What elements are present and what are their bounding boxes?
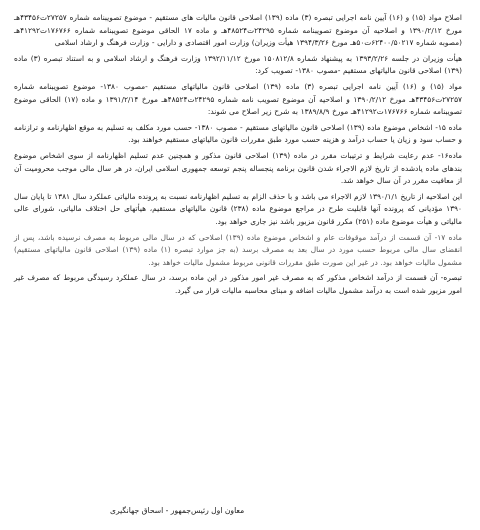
article-15-paragraph: ماده ۱۵- اشخاص موضوع ماده (۱۳۹) اصلاحی قانون مالیاتهای مستقیم - مصوب ۱۳۸۰- حسب مورد مکلف به تسلیم به موقع اظهارنامه و ترازنامه و حساب سود و زیان یا حساب درآمد و هزینه حسب مورد طبق مقررات قانون مالیاتهای مستقیم خواهند بود. (14, 122, 462, 145)
document-heading-paragraph: اصلاح مواد (۱۵) و (۱۶) آیین نامه اجرایی تبصره (۳) ماده (۱۳۹) اصلاحی قانون مالیات های مستقیم - موضوع تصویبنامه شماره ۲۷۲۵۷ت۴۳۴۵۶هـ مورخ ۱۳۹۰/۲/۱۲ و اصلاحیه آن موضوع تصویبنامه شماره ۲۴۲۹۵ت۴۸۵۲۴هـ و ماده ۱۷ الحاقی موضوع تصویبنامه شماره ۱۷۶۷۶۶ت۴۱۲۹۲هـ (مصوبه شماره ۶۲۴۰۰/۵۰۲۱۷ت۵۰هـ مورخ ۱۳۹۴/۳/۲۶ هیأت وزیران) وزارت امور اقتصادی و دارایی - وزارت فرهنگ و ارشاد اسلامی (14, 13, 462, 48)
article-16-paragraph: ماده۱۶- عدم رعایت شرایط و ترتیبات مقرر در ماده (۱۳۹) اصلاحی قانون مذکور و همچنین عدم تسلیم اظهارنامه از سوی اشخاص موضوع بندهای ماده یادشده از تاریخ لازم الاجراء شدن قانون برنامه پنجساله پنجم توسعه جمهوری اسلامی ایران، در هر سال مالی موجب محرومیت آن از معافیت مقرر در آن سال خواهد شد. (14, 150, 462, 186)
effective-date-paragraph: این اصلاحیه از تاریخ ۱۳۹۰/۱/۱ لازم الاجراء می باشد و با حذف الزام به تسلیم اظهارنامه نسبت به پرونده مالیاتی عملکرد سال ۱۳۸۱ تا پایان سال ۱۳۹۰ مؤدیانی که پرونده آنها قابلیت طرح در مراجع موضوع ماده (۲۳۸) قانون مالیاتهای مستقیم، هیأتهای حل اختلاف مالیاتی، شورای عالی مالیاتی و هیأت موضوع ماده (۲۵۱) مکرر قانون مزبور باشد نیز جاری خواهد بود. (14, 191, 462, 226)
article-17-paragraph: ماده ۱۷- آن قسمت از درآمد موقوفات عام و اشخاص موضوع ماده (۱۳۹) اصلاحی که در سال مالی مربوط به مصرف نرسیده باشد، پس از انقضای سال مالی مربوط حسب مورد در سال بعد به مصرف برسد (به جز موارد تبصره (۱) ماده (۱۳۹) اصلاحی قانون مالیاتهای مستقیم) مشمول مالیات خواهد بود. در غیر این صورت طبق مقررات قانونی مربوط مشمول مالیات خواهد بود. (14, 232, 462, 267)
signature-line: معاون اول رئیس‌جمهور - اسحاق جهانگیری (110, 506, 245, 515)
note-paragraph: تبصره- آن قسمت از درآمد اشخاص مذکور که به مصرف غیر امور مذکور در این ماده برسد، در سال عملکرد رسیدگی مربوط که مصرف غیر امور مزبور شده است به درآمد مشمول مالیات اضافه و مبنای محاسبه مالیات قرار می گیرد. (14, 273, 462, 295)
amendment-intro-paragraph: مواد (۱۵) و (۱۶) آیین نامه اجرایی تبصره (۳) ماده (۱۳۹) اصلاحی قانون مالیاتهای مستقیم -مصوب ۱۳۸۰- موضوع تصویبنامه شماره ۲۷۲۵۷ت۴۳۴۵۶هـ مورخ ۱۳۹۰/۲/۱۲ و اصلاحیه آن موضوع تصویب نامه شماره ۲۴۲۹۵ت۴۸۵۲۴هـ مورخ ۱۳۹۱/۲/۱۴ و ماده (۱۷) الحاقی موضوع تصویبنامه شماره ۱۷۶۷۶۶ت۴۱۲۹۲هـ مورخ ۱۳۸۹/۸/۹ به شرح زیر اصلاح می شوند: (14, 81, 463, 117)
cabinet-decision-paragraph: هیأت وزیران در جلسه ۱۳۹۳/۲/۲۶ به پیشنهاد شماره ۱۵۰۸۱۲/۸ مورخ ۱۳۹۲/۱۱/۱۲ وزارت فرهنگ و ارشاد اسلامی و به استناد تبصره (۳) ماده (۱۳۹) اصلاحی قانون مالیاتهای مستقیم -مصوب ۱۳۸۰- تصویب کرد: (14, 53, 462, 76)
